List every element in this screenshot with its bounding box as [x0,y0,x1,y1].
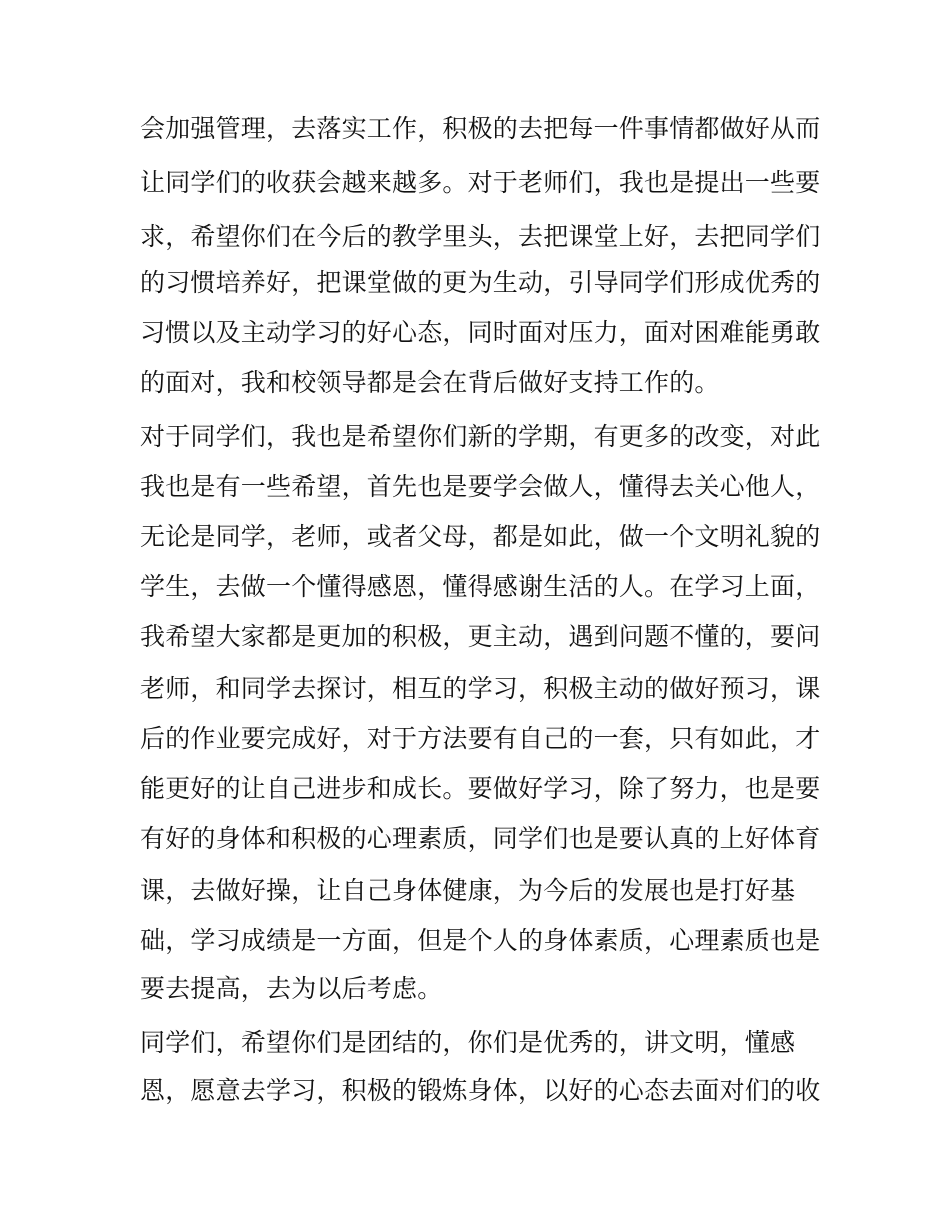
text-line: 对于同学们，我也是希望你们新的学期，有更多的改变，对此 [140,422,821,451]
text-line: 课，去做好操，让自己身体健康，为今后的发展也是打好基 [140,876,796,905]
text-line: 恩，愿意去学习，积极的锻炼身体，以好的心态去面对们的收 [140,1076,821,1105]
text-line: 后的作业要完成好，对于方法要有自己的一套，只有如此，才 [140,724,821,753]
text-line: 同学们，希望你们是团结的，你们是优秀的，讲文明，懂感 [140,1028,796,1057]
text-line: 习惯以及主动学习的好心态，同时面对压力，面对困难能勇敢 [140,318,821,347]
text-line: 础，学习成绩是一方面，但是个人的身体素质，心理素质也是 [140,926,821,955]
text-line: 无论是同学，老师，或者父母，都是如此，做一个文明礼貌的 [140,522,821,551]
text-line: 会加强管理，去落实工作，积极的去把每一件事情都做好从而 [140,114,821,143]
text-line: 的习惯培养好，把课堂做的更为生动，引导同学们形成优秀的 [140,268,821,297]
text-line: 求，希望你们在今后的教学里头，去把课堂上好，去把同学们 [140,222,821,251]
text-line: 有好的身体和积极的心理素质，同学们也是要认真的上好体育 [140,824,821,853]
text-line: 要去提高，去为以后考虑。 [140,974,443,1003]
text-line: 让同学们的收获会越来越多。对于老师们，我也是提出一些要 [140,168,821,197]
text-line: 我希望大家都是更加的积极，更主动，遇到问题不懂的，要问 [140,622,821,651]
text-line: 的面对，我和校领导都是会在背后做好支持工作的。 [140,368,720,397]
text-line: 学生，去做一个懂得感恩，懂得感谢生活的人。在学习上面， [140,572,821,601]
text-line: 我也是有一些希望，首先也是要学会做人，懂得去关心他人， [140,472,821,501]
text-line: 能更好的让自己进步和成长。要做好学习，除了努力，也是要 [140,774,821,803]
text-line: 老师，和同学去探讨，相互的学习，积极主动的做好预习，课 [140,674,821,703]
